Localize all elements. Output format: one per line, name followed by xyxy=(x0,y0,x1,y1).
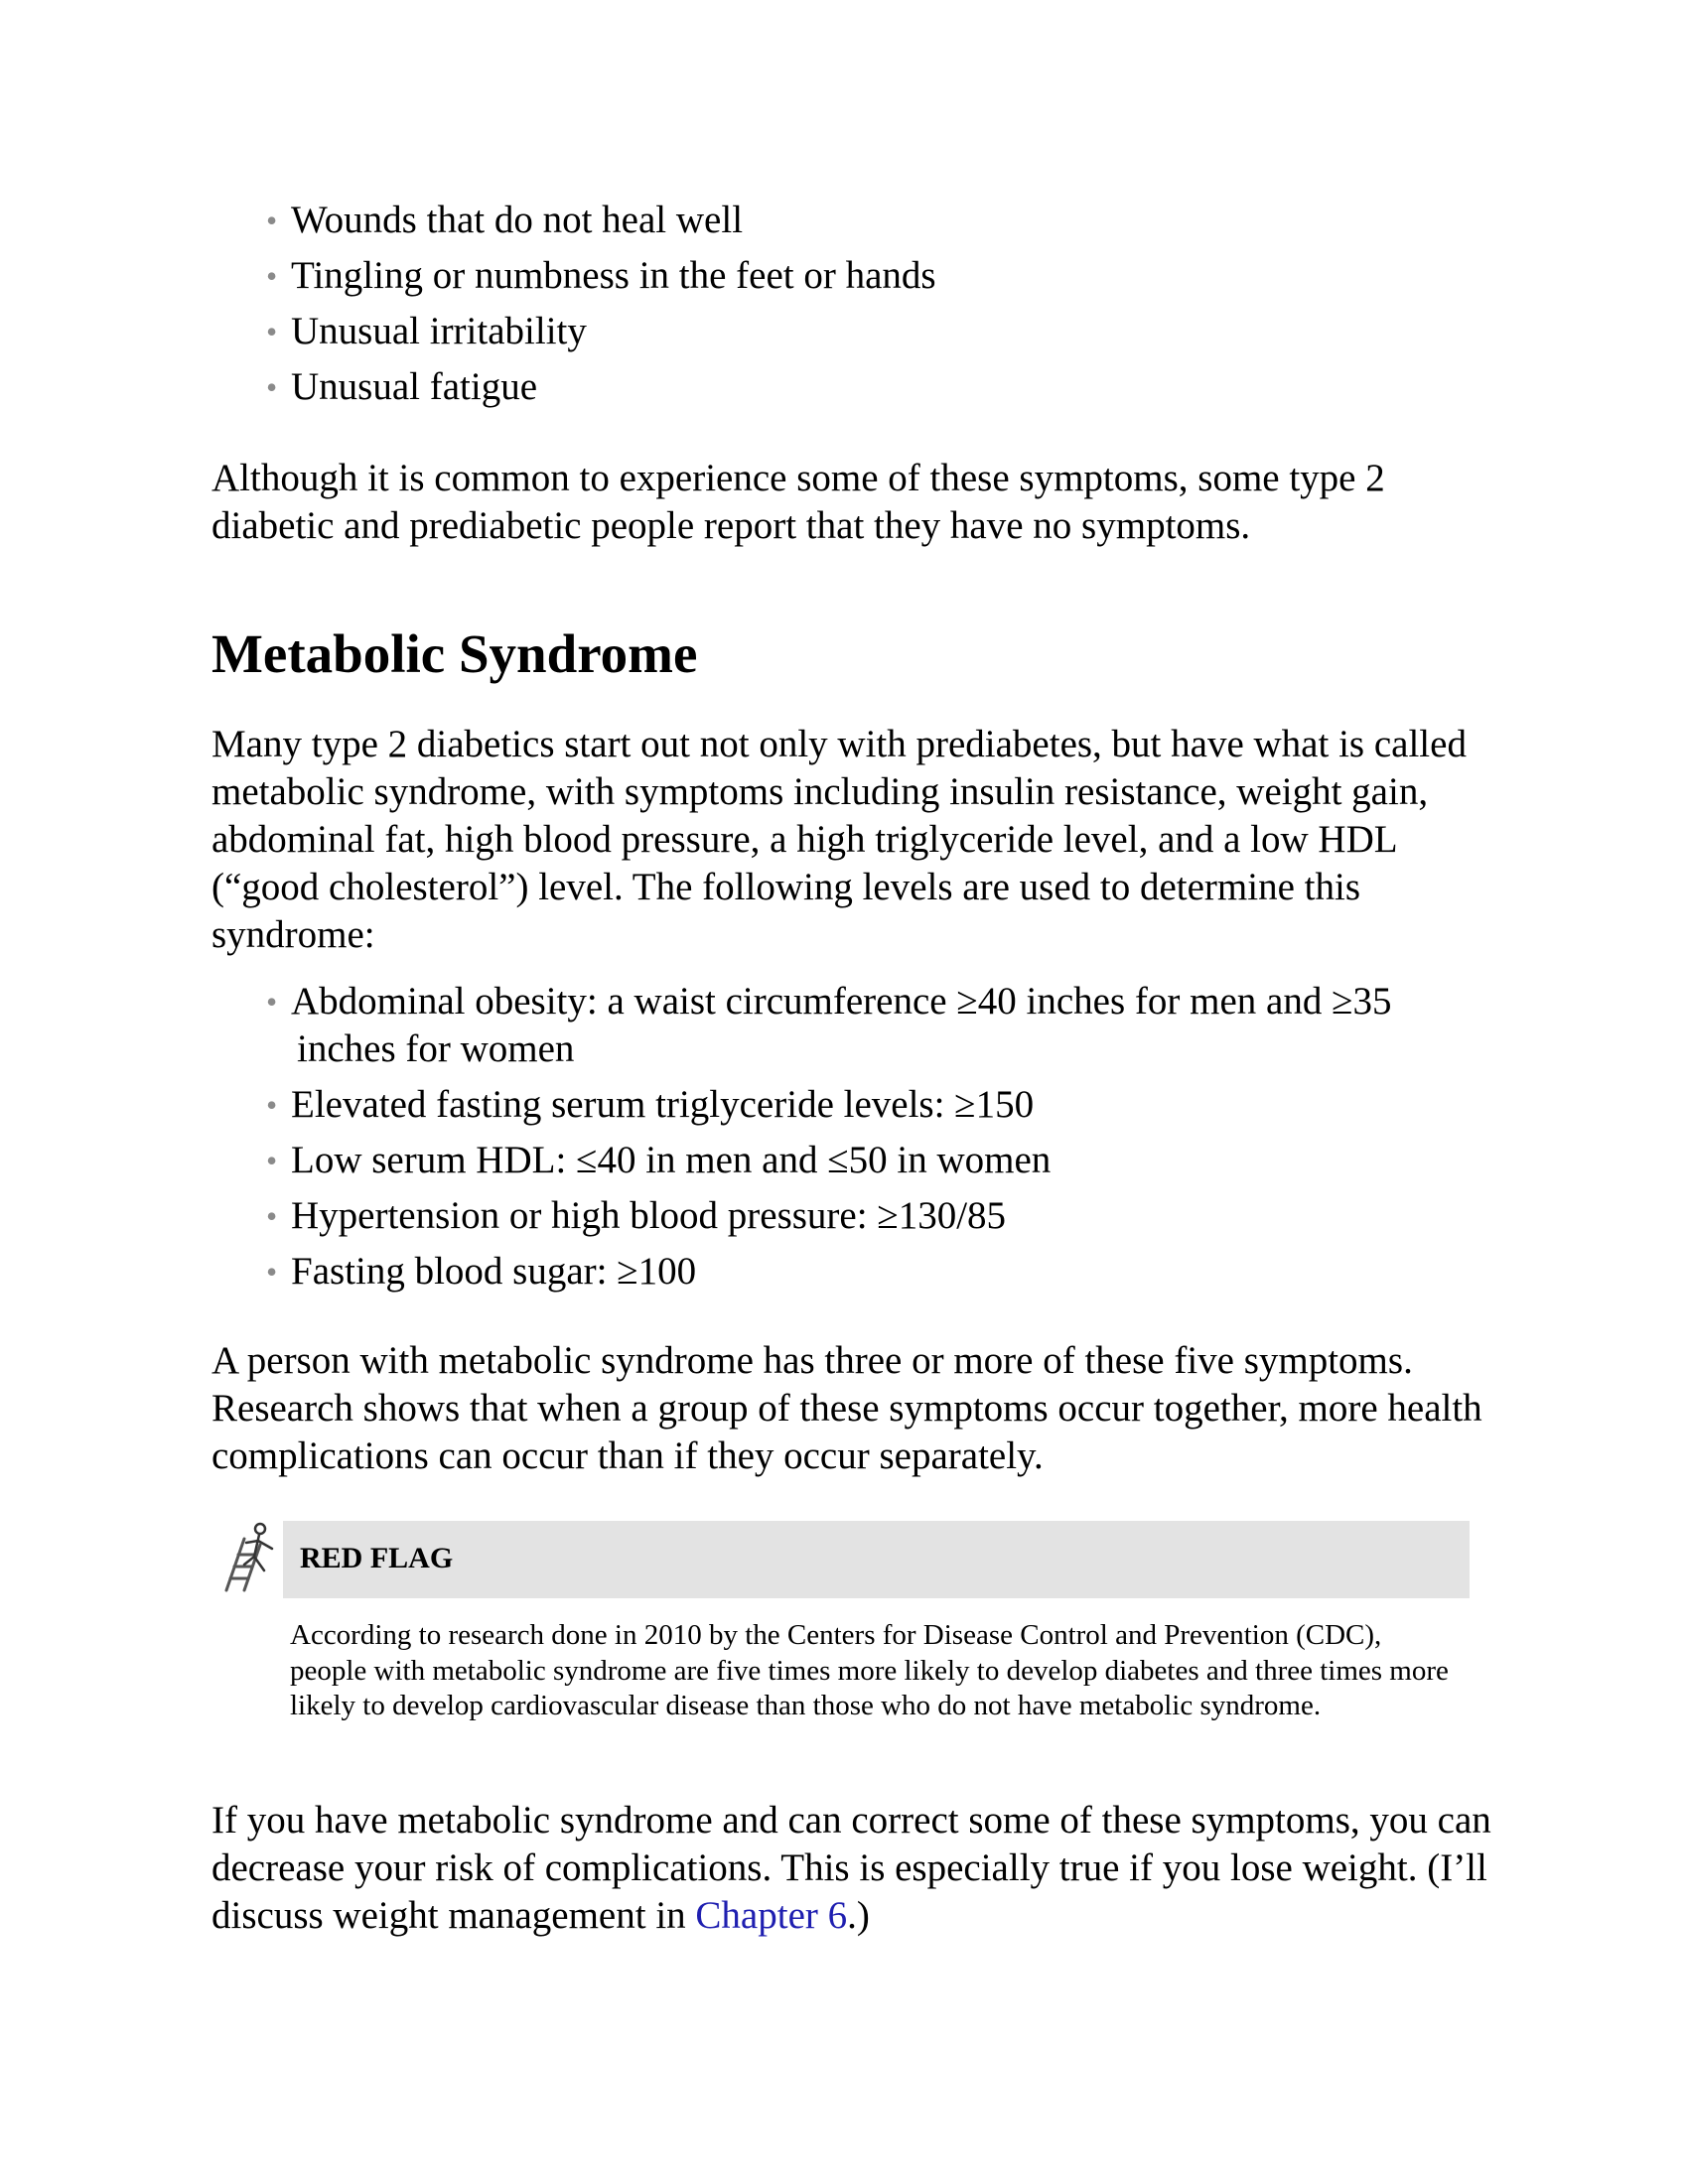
list-item: • Unusual irritability xyxy=(266,308,1507,363)
bullet-icon: • xyxy=(266,369,278,405)
list-item: • Abdominal obesity: a waist circumference ≥40 inches for men and ≥35 inches for women xyxy=(266,980,1392,1070)
bullet-icon: • xyxy=(266,1143,278,1178)
list-item: • Hypertension or high blood pressure: ≥130/85 xyxy=(266,1192,1507,1240)
list-item: • Tingling or numbness in the feet or hands xyxy=(266,252,1507,308)
bullet-icon: • xyxy=(266,1198,278,1234)
list-item: • Wounds that do not heal well xyxy=(266,197,1507,252)
bullet-icon: • xyxy=(266,203,278,238)
red-flag-title: RED FLAG xyxy=(300,1542,454,1574)
bullet-icon: • xyxy=(266,1087,278,1123)
criteria-note-paragraph: A person with metabolic syndrome has three or more of these five symptoms. Research shows that when a group of these symptoms occur together, more health complications can occur than if they occur separately. xyxy=(211,1339,1482,1477)
symptoms-note-paragraph: Although it is common to experience some of these symptoms, some type 2 diabetic and prediabetic people report that they have no symptoms. xyxy=(211,457,1385,547)
section-heading: Metabolic Syndrome xyxy=(211,623,698,684)
red-flag-text: According to research done in 2010 by the Centers for Disease Control and Prevention (CDC), people with metabolic syndrome are five times more likely to develop diabetes and three times more likely to develop cardiovascular disease than those who do not have metabolic syndrome. xyxy=(290,1619,1449,1721)
list-item: • Elevated fasting serum triglyceride levels: ≥150 xyxy=(266,1081,1507,1129)
bullet-icon: • xyxy=(266,258,278,294)
list-item: • Low serum HDL: ≤40 in men and ≤50 in women xyxy=(266,1137,1507,1184)
list-item: • Fasting blood sugar: ≥100 xyxy=(266,1248,1507,1296)
list-item: • Unusual fatigue xyxy=(266,363,1507,419)
criteria-list xyxy=(266,978,1507,1303)
intro-paragraph: Many type 2 diabetics start out not only with prediabetes, but have what is called metabolic syndrome, with symptoms including insulin resistance, weight gain, abdominal fat, high blood pressure, a high triglyceride level, and a low HDL (“good cholesterol”) level. The following levels are used to determine this syndrome: xyxy=(211,723,1467,956)
closing-paragraph: If you have metabolic syndrome and can correct some of these symptoms, you can decrease your risk of complications. This is especially true if you lose weight. (I’ll discuss weight management in Chapter 6.) xyxy=(211,1799,1491,1937)
chapter-6-link[interactable]: Chapter 6 xyxy=(695,1894,848,1937)
bullet-icon: • xyxy=(266,314,278,349)
red-flag-header-bar xyxy=(283,1521,1470,1598)
bullet-icon: • xyxy=(266,1254,278,1290)
bullet-icon: • xyxy=(266,984,278,1020)
symptoms-list xyxy=(266,197,1507,419)
ladder-icon xyxy=(214,1521,280,1592)
